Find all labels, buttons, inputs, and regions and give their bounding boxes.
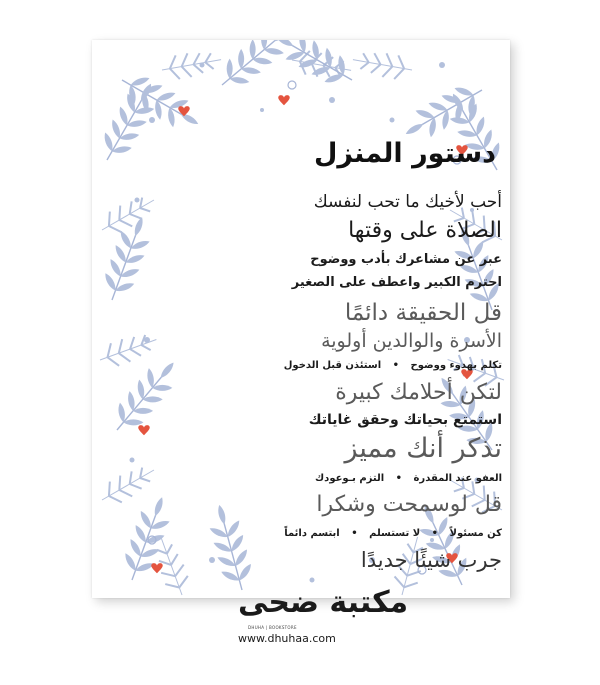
rule-item: لا تستسلم xyxy=(369,528,421,539)
rule-line: قل الحقيقة دائمًا xyxy=(344,300,502,326)
brand-name-arabic: مكتبة ضحى xyxy=(238,585,409,620)
heart-icon xyxy=(278,95,289,105)
rule-line-triple xyxy=(284,528,502,539)
rule-line: الأسرة والوالدين أولوية xyxy=(321,330,502,352)
rule-line: قل لوسمحت وشكرا xyxy=(316,492,502,517)
heart-icon xyxy=(138,425,149,435)
bullet: • xyxy=(431,528,439,539)
poster xyxy=(92,40,510,598)
rule-line: تذكر أنك مميز xyxy=(344,433,502,464)
rule-item: ابتسم دائماً xyxy=(284,528,340,539)
poster-content xyxy=(202,130,502,598)
rule-item: كن مسئولاً xyxy=(449,528,502,539)
bullet: • xyxy=(392,360,400,371)
rule-line-pair xyxy=(315,473,502,484)
rule-line: استمتع بحياتك وحقق غاياتك xyxy=(308,412,502,428)
rule-item: استئذن قبل الدخول xyxy=(283,360,382,371)
rule-line: عبر عن مشاعرك بأدب ووضوح xyxy=(310,252,502,267)
rule-line-pair xyxy=(284,360,502,371)
rule-item: العفو عند المقدرة xyxy=(413,473,502,484)
brand-url: www.dhuhaa.com xyxy=(238,632,336,645)
rule-item: تكلم بهدوء ووضوح xyxy=(410,360,502,371)
heart-icon xyxy=(151,563,162,573)
brand-logo xyxy=(230,585,409,655)
bullet: • xyxy=(351,528,358,539)
rule-item: التزم بـوعودك xyxy=(315,473,385,484)
bullet: • xyxy=(395,473,403,484)
poster-title: دستور المنزل xyxy=(313,138,496,169)
rule-line: أحب لأخيك ما تحب لنفسك xyxy=(313,192,502,212)
rule-line: احترم الكبير واعطف على الصغير xyxy=(291,275,502,290)
rule-line: الصلاة على وقتها xyxy=(348,218,502,243)
heart-icon xyxy=(178,106,189,116)
rule-line: جرب شيئًا جديدًا xyxy=(360,548,502,572)
brand-name-english: DHUHA | BOOKSTORE xyxy=(248,625,297,630)
rule-line: لتكن أحلامك كبيرة xyxy=(335,380,502,405)
